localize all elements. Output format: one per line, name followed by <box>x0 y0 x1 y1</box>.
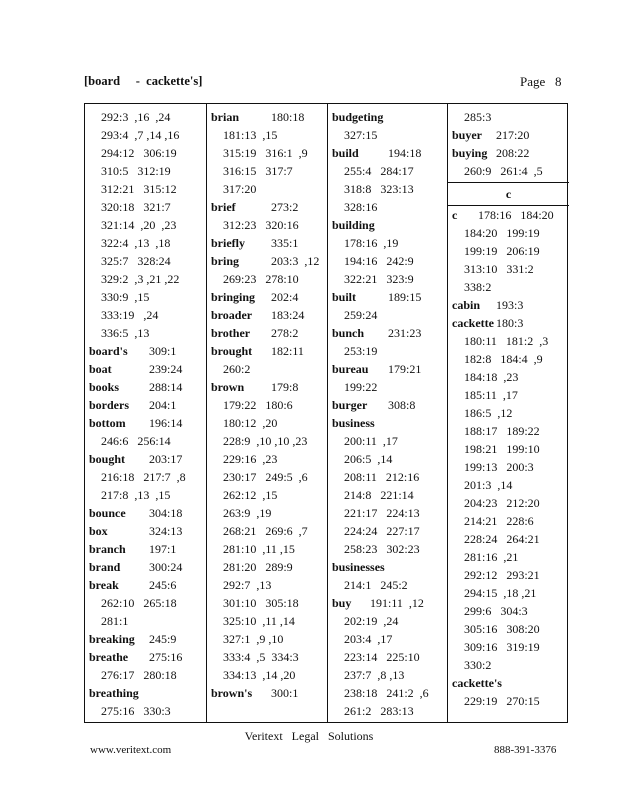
index-term: buyer <box>452 128 482 142</box>
page-line-references: 312:23 320:16 <box>223 218 299 232</box>
index-term: broader <box>211 308 253 322</box>
page-line-reference: 208:22 <box>496 146 530 160</box>
page-line-reference: 196:14 <box>149 416 183 430</box>
page-line-references: 329:2 ,3 ,21 ,22 <box>101 272 180 286</box>
page-line-references: 318:8 323:13 <box>344 182 414 196</box>
page-line-references: 200:11 ,17 <box>344 434 398 448</box>
page-line-references: 334:13 ,14 ,20 <box>223 668 296 682</box>
page-line-references: 292:7 ,13 <box>223 578 272 592</box>
page-line-references: 269:23 278:10 <box>223 272 299 286</box>
page-line-references: 330:9 ,15 <box>101 290 150 304</box>
page-line-reference: 180:18 <box>271 110 305 124</box>
footer-phone: 888-391-3376 <box>494 744 557 756</box>
page-line-references: 293:4 ,7 ,14 ,16 <box>101 128 180 142</box>
page-line-reference: 239:24 <box>149 362 183 376</box>
index-term-row <box>328 558 447 576</box>
index-term-row <box>85 540 206 558</box>
page-line-references: 223:14 225:10 <box>344 650 420 664</box>
page-line-reference: 178:16 184:20 <box>478 208 554 222</box>
page-line-references: 214:21 228:6 <box>464 514 534 528</box>
page-line-references: 182:8 184:4 ,9 <box>464 352 543 366</box>
page-line-references: 263:9 ,19 <box>223 506 272 520</box>
page-line-references: 216:18 217:7 ,8 <box>101 470 186 484</box>
index-term-row <box>448 674 569 692</box>
page-line-references: 202:19 ,24 <box>344 614 399 628</box>
index-term-row <box>85 378 206 396</box>
page-line-reference: 203:3 ,12 <box>271 254 320 268</box>
page-line-references: 299:6 304:3 <box>464 604 528 618</box>
page-line-reference: 203:17 <box>149 452 183 466</box>
index-term-row <box>207 342 327 360</box>
index-term-row <box>85 630 206 648</box>
index-column-3 <box>327 104 447 722</box>
index-term: cabin <box>452 298 481 312</box>
page-line-references: 313:10 331:2 <box>464 262 534 276</box>
page-line-references: 328:16 <box>344 200 378 214</box>
index-term-row <box>85 522 206 540</box>
index-term-row <box>85 450 206 468</box>
page-line-references: 259:24 <box>344 308 378 322</box>
index-term-row <box>448 314 569 332</box>
page-line-references: 178:16 ,19 <box>344 236 399 250</box>
index-term-row <box>328 216 447 234</box>
page-line-references: 281:1 <box>101 614 129 628</box>
page-line-references: 253:19 <box>344 344 378 358</box>
page-line-reference: 197:1 <box>149 542 177 556</box>
page-line-references: 336:5 ,13 <box>101 326 150 340</box>
index-term-row <box>85 342 206 360</box>
page-line-reference: 335:1 <box>271 236 299 250</box>
index-term: board's <box>89 344 128 358</box>
page-line-reference: 300:24 <box>149 560 183 574</box>
page-line-references: 229:16 ,23 <box>223 452 278 466</box>
page-line-reference: 182:11 <box>271 344 304 358</box>
letter-section-header: c <box>448 182 569 206</box>
page-line-reference: 183:24 <box>271 308 305 322</box>
page-line-references: 281:16 ,21 <box>464 550 519 564</box>
page-line-references: 204:23 212:20 <box>464 496 540 510</box>
page-line-reference: 309:1 <box>149 344 177 358</box>
index-term-row <box>328 360 447 378</box>
page-line-reference: 179:8 <box>271 380 299 394</box>
page-line-reference: 304:18 <box>149 506 183 520</box>
page-line-references: 281:20 289:9 <box>223 560 293 574</box>
index-term: buy <box>332 596 352 610</box>
page-line-reference: 191:11 ,12 <box>370 596 424 610</box>
index-term-row <box>328 288 447 306</box>
index-term-row <box>448 206 569 224</box>
index-column-2 <box>206 104 327 722</box>
page-line-reference: 288:14 <box>149 380 183 394</box>
index-term-row <box>207 306 327 324</box>
index-term-row <box>85 360 206 378</box>
page-line-references: 237:7 ,8 ,13 <box>344 668 405 682</box>
page-line-reference: 245:6 <box>149 578 177 592</box>
page-line-references: 315:19 316:1 ,9 <box>223 146 308 160</box>
page-line-references: 322:4 ,13 ,18 <box>101 236 171 250</box>
page-line-references: 198:21 199:10 <box>464 442 540 456</box>
index-term: bunch <box>332 326 365 340</box>
page-line-references: 194:16 242:9 <box>344 254 414 268</box>
page-line-references: 312:21 315:12 <box>101 182 177 196</box>
index-term: bounce <box>89 506 126 520</box>
index-term-row <box>448 126 569 144</box>
index-term-row <box>85 684 206 702</box>
page-line-references: 181:13 ,15 <box>223 128 278 142</box>
footer-website: www.veritext.com <box>90 744 172 756</box>
index-term: bottom <box>89 416 126 430</box>
page-line-references: 325:7 328:24 <box>101 254 171 268</box>
page-line-references: 201:3 ,14 <box>464 478 513 492</box>
page-line-references: 221:17 224:13 <box>344 506 420 520</box>
page-line-references: 268:21 269:6 ,7 <box>223 524 308 538</box>
index-term: breathe <box>89 650 129 664</box>
index-term: burger <box>332 398 368 412</box>
index-term: budgeting <box>332 110 384 124</box>
page-line-references: 333:4 ,5 334:3 <box>223 650 299 664</box>
page-line-references: 294:12 306:19 <box>101 146 177 160</box>
index-term-row <box>328 396 447 414</box>
page-line-references: 184:20 199:19 <box>464 226 540 240</box>
index-term-row <box>328 108 447 126</box>
page-line-references: 275:16 330:3 <box>101 704 171 718</box>
page-line-references: 309:16 319:19 <box>464 640 540 654</box>
page-line-reference: 273:2 <box>271 200 299 214</box>
page-line-references: 327:1 ,9 ,10 <box>223 632 284 646</box>
index-term-row <box>85 396 206 414</box>
page-line-references: 260:2 <box>223 362 251 376</box>
page-line-references: 199:22 <box>344 380 378 394</box>
page-line-references: 321:14 ,20 ,23 <box>101 218 177 232</box>
page-line-references: 327:15 <box>344 128 378 142</box>
page-line-reference: 217:20 <box>496 128 530 142</box>
index-column-1 <box>85 104 206 722</box>
index-term: brown <box>211 380 245 394</box>
page-line-reference: 324:13 <box>149 524 183 538</box>
index-term: breaking <box>89 632 135 646</box>
page-line-references: 310:5 312:19 <box>101 164 171 178</box>
footer-company: Veritext Legal Solutions <box>244 729 374 743</box>
page-line-references: 199:13 200:3 <box>464 460 534 474</box>
page-line-references: 301:10 305:18 <box>223 596 299 610</box>
page-line-references: 292:3 ,16 ,24 <box>101 110 171 124</box>
page-line-reference: 275:16 <box>149 650 183 664</box>
index-term-row <box>85 648 206 666</box>
index-term: building <box>332 218 375 232</box>
index-term: branch <box>89 542 126 556</box>
index-term-row <box>207 108 327 126</box>
index-term-row <box>207 684 327 702</box>
index-term: breathing <box>89 686 139 700</box>
page-line-references: 294:15 ,18 ,21 <box>464 586 537 600</box>
page-line-references: 285:3 <box>464 110 492 124</box>
page-line-references: 325:10 ,11 ,14 <box>223 614 295 628</box>
page-line-reference: 278:2 <box>271 326 299 340</box>
page-line-references: 206:5 ,14 <box>344 452 393 466</box>
page-line-references: 180:12 ,20 <box>223 416 278 430</box>
page-line-references: 317:20 <box>223 182 257 196</box>
page-line-references: 320:18 321:7 <box>101 200 171 214</box>
index-term: boat <box>89 362 112 376</box>
index-term-row <box>328 594 447 612</box>
index-term-row <box>448 296 569 314</box>
page-line-references: 262:10 265:18 <box>101 596 177 610</box>
index-term: buying <box>452 146 488 160</box>
page-line-references: 281:10 ,11 ,15 <box>223 542 295 556</box>
page-line-references: 292:12 293:21 <box>464 568 540 582</box>
index-term: bring <box>211 254 240 268</box>
index-term-row <box>448 144 569 162</box>
index-term: build <box>332 146 359 160</box>
index-range-header: [board - cackette's] <box>84 74 203 88</box>
page-line-reference: 194:18 <box>388 146 422 160</box>
index-term: business <box>332 416 375 430</box>
index-term: brand <box>89 560 121 574</box>
page-line-references: 199:19 206:19 <box>464 244 540 258</box>
index-term-row <box>328 144 447 162</box>
page-number: Page 8 <box>520 74 562 89</box>
page-line-reference: 245:9 <box>149 632 177 646</box>
page-line-references: 230:17 249:5 ,6 <box>223 470 308 484</box>
page-line-references: 316:15 317:7 <box>223 164 293 178</box>
page-line-reference: 179:21 <box>388 362 422 376</box>
page-line-reference: 202:4 <box>271 290 299 304</box>
index-term: c <box>452 208 458 222</box>
page-line-references: 229:19 270:15 <box>464 694 540 708</box>
page-line-references: 180:11 181:2 ,3 <box>464 334 549 348</box>
page-line-references: 330:2 <box>464 658 492 672</box>
index-term: built <box>332 290 357 304</box>
page-line-references: 333:19 ,24 <box>101 308 159 322</box>
page-line-references: 276:17 280:18 <box>101 668 177 682</box>
page-line-references: 188:17 189:22 <box>464 424 540 438</box>
index-term-row <box>207 324 327 342</box>
index-term: briefly <box>211 236 245 250</box>
index-term-row <box>207 198 327 216</box>
page-line-reference: 193:3 <box>496 298 524 312</box>
index-term: break <box>89 578 119 592</box>
page-line-references: 338:2 <box>464 280 492 294</box>
index-term-row <box>85 504 206 522</box>
page-line-references: 262:12 ,15 <box>223 488 278 502</box>
index-term: brief <box>211 200 236 214</box>
index-term-row <box>207 288 327 306</box>
page-line-references: 184:18 ,23 <box>464 370 519 384</box>
index-term-row <box>85 558 206 576</box>
index-term: brought <box>211 344 253 358</box>
page-line-reference: 300:1 <box>271 686 299 700</box>
page-line-references: 238:18 241:2 ,6 <box>344 686 429 700</box>
index-term: books <box>89 380 120 394</box>
page-line-references: 185:11 ,17 <box>464 388 518 402</box>
page-line-reference: 231:23 <box>388 326 422 340</box>
page-line-references: 214:1 245:2 <box>344 578 408 592</box>
index-term: cackette's <box>452 676 502 690</box>
page-line-reference: 180:3 <box>496 316 524 330</box>
page-line-references: 186:5 ,12 <box>464 406 513 420</box>
index-term: brother <box>211 326 251 340</box>
page-line-references: 217:8 ,13 ,15 <box>101 488 171 502</box>
index-term-row <box>207 252 327 270</box>
index-term: bureau <box>332 362 369 376</box>
index-term: borders <box>89 398 129 412</box>
index-term-row <box>328 324 447 342</box>
page-line-references: 224:24 227:17 <box>344 524 420 538</box>
index-term-row <box>85 576 206 594</box>
page-line-references: 258:23 302:23 <box>344 542 420 556</box>
page-line-references: 179:22 180:6 <box>223 398 293 412</box>
index-term-row <box>207 378 327 396</box>
index-term: businesses <box>332 560 385 574</box>
index-term-row <box>85 414 206 432</box>
page-line-references: 322:21 323:9 <box>344 272 414 286</box>
page-line-references: 255:4 284:17 <box>344 164 414 178</box>
index-term: bought <box>89 452 126 466</box>
page-line-references: 228:9 ,10 ,10 ,23 <box>223 434 308 448</box>
page-line-references: 214:8 221:14 <box>344 488 414 502</box>
index-term: bringing <box>211 290 256 304</box>
index-term: brian <box>211 110 240 124</box>
index-table <box>84 103 568 723</box>
page-line-reference: 204:1 <box>149 398 177 412</box>
page-line-reference: 189:15 <box>388 290 422 304</box>
page-line-references: 208:11 212:16 <box>344 470 420 484</box>
index-column-4 <box>447 104 569 722</box>
page-line-references: 260:9 261:4 ,5 <box>464 164 543 178</box>
index-term: brown's <box>211 686 253 700</box>
index-term: cackette <box>452 316 494 330</box>
page-line-references: 203:4 ,17 <box>344 632 393 646</box>
page-line-references: 305:16 308:20 <box>464 622 540 636</box>
index-term: box <box>89 524 108 538</box>
index-term-row <box>328 414 447 432</box>
page-line-reference: 308:8 <box>388 398 416 412</box>
page-line-references: 228:24 264:21 <box>464 532 540 546</box>
index-term-row <box>207 234 327 252</box>
page-line-references: 246:6 256:14 <box>101 434 171 448</box>
page-line-references: 261:2 283:13 <box>344 704 414 718</box>
